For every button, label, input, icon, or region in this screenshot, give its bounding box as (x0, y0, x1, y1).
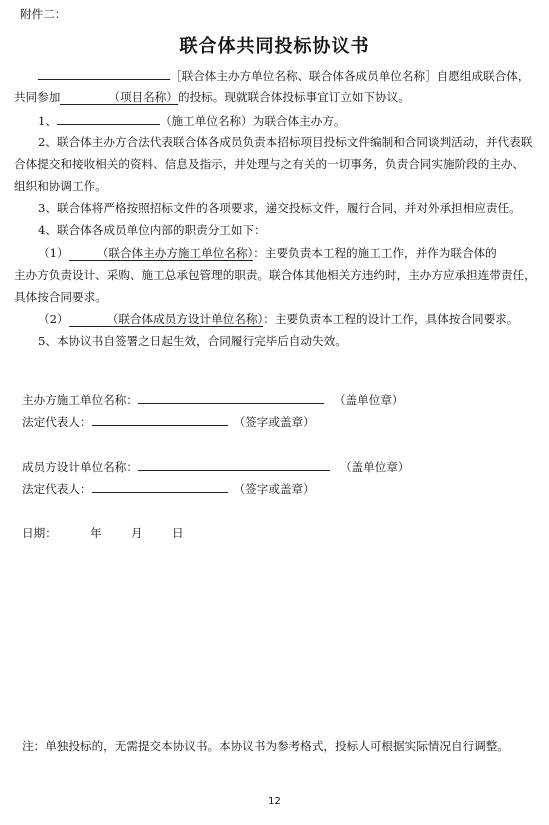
date-day: 日 (172, 526, 184, 540)
member-unit-label: 成员方设计单位名称： (22, 460, 138, 474)
union-name-blank (38, 67, 170, 80)
intro-line-2-suffix: 的投标。现就联合体投标事宜订立如下协议。 (177, 90, 410, 104)
sub-item-1-line-1 (38, 245, 497, 261)
page-number: 12 (268, 796, 281, 807)
member-unit-name-field[interactable] (138, 458, 330, 471)
intro-line-1 (38, 67, 529, 84)
date-label: 日期： (22, 526, 57, 540)
member-rep-label: 法定代表人： (22, 482, 92, 496)
representative-lead (22, 413, 315, 430)
item-2-line-2: 合体提交和接收相关的资料、信息及指示，并处理与之有关的一切事务，负责合同实施阶段的主办、 (14, 157, 525, 171)
member-rep-sign-note: （签字或盖章） (233, 482, 315, 496)
item-1 (38, 112, 346, 129)
document-title: 联合体共同投标协议书 (179, 36, 370, 57)
sub-item-1-prefix: （1） (38, 246, 69, 260)
item-1-prefix: 1、 (38, 114, 57, 128)
intro-line-2 (14, 89, 410, 105)
footnote: 注：单独投标的，无需提交本协议书。本协议书为参考格式，投标人可根据实际情况自行调整。 (22, 739, 509, 753)
member-rep-field[interactable] (92, 480, 228, 493)
project-name-blank (60, 90, 178, 105)
sub-item-2 (38, 311, 518, 327)
intro-line-2-prefix: 共同参加 (14, 90, 61, 104)
sub-item-1-placeholder: （联合体主办方施工单位名称） (102, 246, 254, 260)
item-5: 5、本协议书自签署之日起生效，合同履行完毕后自动失效。 (38, 334, 347, 348)
item-2-line-1: 2、联合体主办方合法代表联合体各成员负责本招标项目投标文件编制和合同谈判活动，并代表联 (38, 135, 533, 149)
item-3: 3、联合体将严格按照招标文件的各项要求，递交投标文件，履行合同，并对外承担相应责任。 (38, 201, 521, 215)
project-name-placeholder: （项目名称） (108, 90, 178, 104)
sub-item-1-suffix: ：主要负责本工程的施工工作，并作为联合体的 (253, 246, 497, 260)
member-designer-blank (69, 312, 264, 327)
lead-rep-sign-note: （签字或盖章） (233, 415, 315, 429)
lead-contractor-blank (69, 246, 254, 261)
intro-line-1-text: ［联合体主办方单位名称、联合体各成员单位名称］自愿组成联合体， (170, 69, 530, 83)
item-4: 4、联合体各成员单位内部的职责分工如下： (38, 223, 266, 237)
sub-item-1-line-3: 具体按合同要求。 (14, 290, 107, 304)
lead-seal-note: （盖单位章） (333, 393, 404, 407)
lead-unit-label: 主办方施工单位名称： (22, 393, 138, 407)
item-2-line-3: 组织和协调工作。 (14, 179, 107, 193)
representative-member (22, 480, 315, 497)
contractor-name-blank (57, 112, 160, 125)
attachment-label: 附件二： (20, 7, 67, 21)
signature-member (22, 458, 410, 475)
lead-rep-label: 法定代表人： (22, 415, 92, 429)
lead-rep-field[interactable] (92, 413, 228, 426)
item-1-placeholder: （施工单位名称） (159, 114, 253, 128)
date-year: 年 (90, 526, 102, 540)
member-seal-note: （盖单位章） (339, 460, 410, 474)
date-month: 月 (131, 526, 143, 540)
signature-lead (22, 391, 404, 408)
item-1-suffix: 为联合体主办方。 (252, 114, 346, 128)
sub-item-2-suffix: ：主要负责本工程的设计工作，具体按合同要求。 (263, 312, 519, 326)
sub-item-2-placeholder: （联合体成员方设计单位名称） (112, 312, 264, 326)
lead-unit-name-field[interactable] (138, 391, 324, 404)
sub-item-2-prefix: （2） (38, 312, 69, 326)
sub-item-1-line-2: 主办方负责设计、采购、施工总承包管理的职责。联合体其他相关方违约时，主办方应承担连带责任， (14, 268, 536, 282)
